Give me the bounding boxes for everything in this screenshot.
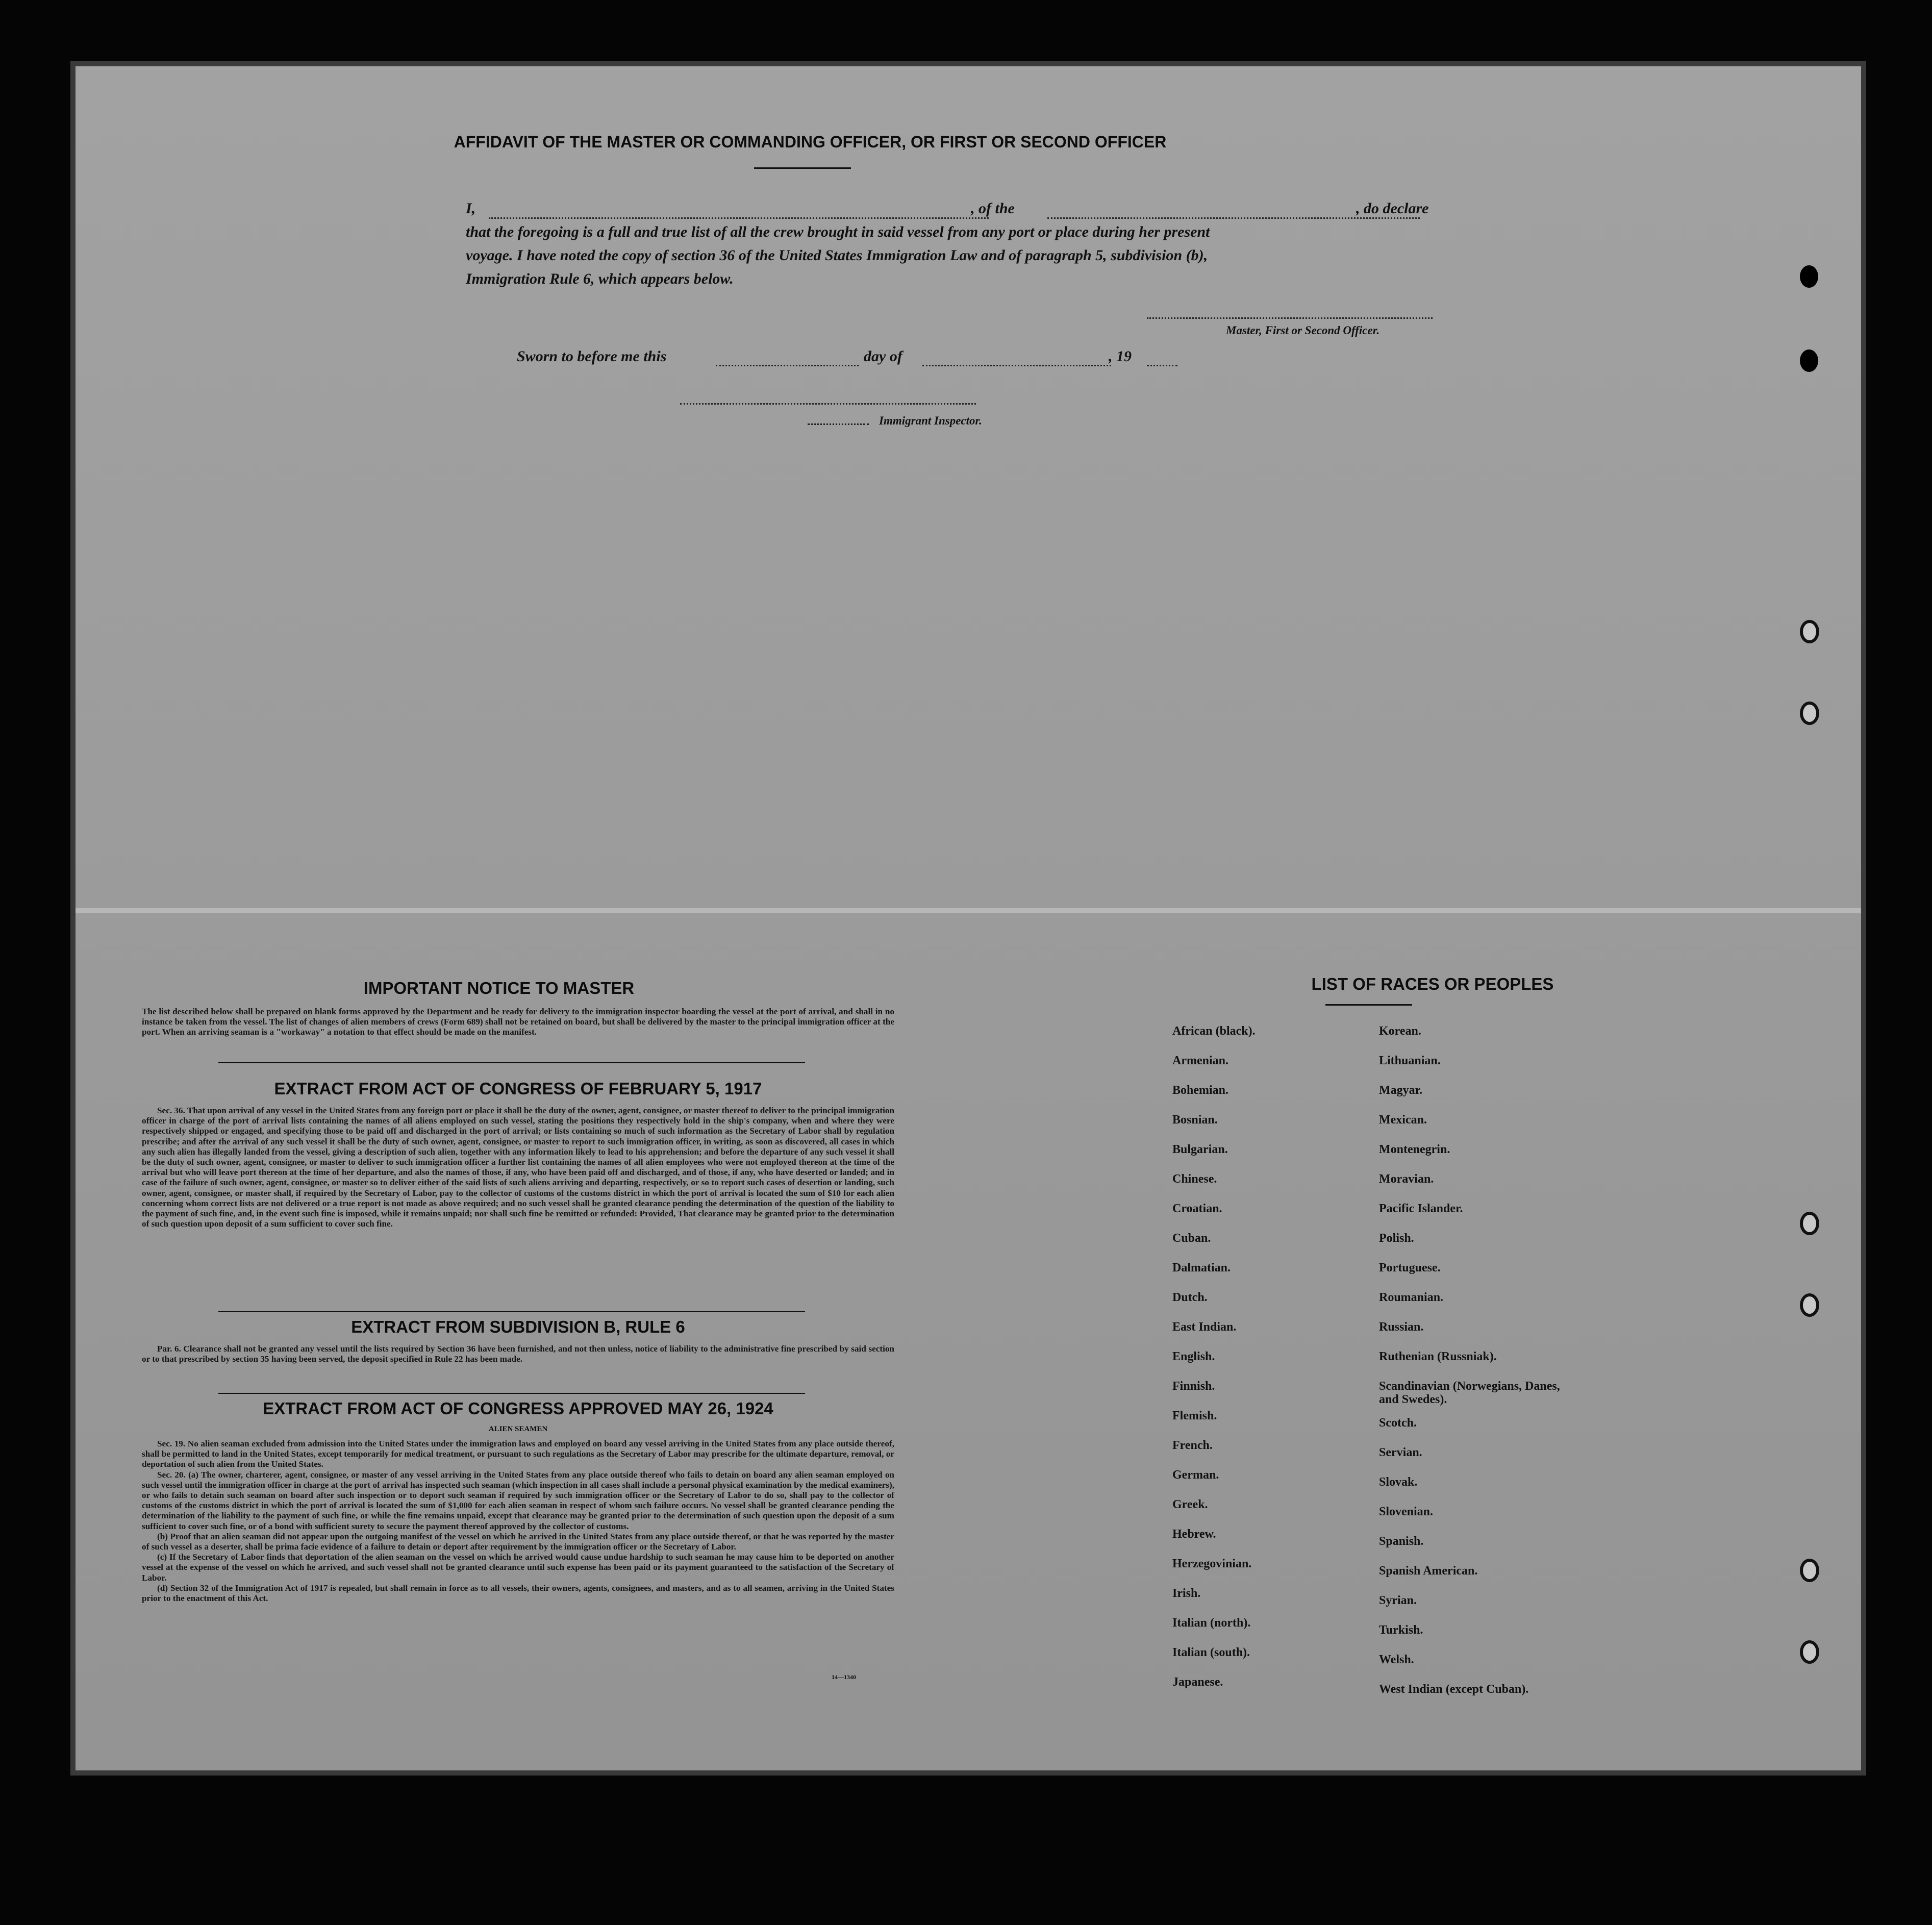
race-item: Scotch. [1379, 1416, 1417, 1430]
affidavit-declare: , do declare [1356, 200, 1429, 217]
race-item: Scandinavian (Norwegians, Danes, and Swedes). [1379, 1380, 1560, 1406]
race-item: Turkish. [1379, 1623, 1423, 1637]
extract-1924-subtitle: ALIEN SEAMEN [488, 1425, 548, 1433]
race-item: Japanese. [1172, 1676, 1223, 1689]
extract-1924-paragraph: Sec. 20. (a) The owner, charterer, agent, consignee, or master of any vessel arriving in the United States from any place outside thereof who fails to detain on board any alien seaman employed on such vessel until the immigration officer in charge at the port of arrival has inspected such seaman (which inspection in all cases shall include a personal physical examination by the medical examiners), or who fails to detain such seaman on board after such inspection or to deport such seaman if required by such immigration officer or the Secretary of Labor to do so, shall pay to the collector of customs of the customs district in which the port of arrival is located the sum of $1,000 for each alien seaman in respect of whom such failure occurs. No vessel shall be granted clearance pending the determination of the liability to the payment of such fine, or while the fine remains unpaid, except that clearance may be granted prior to the determination of such question upon the deposit of a sum sufficient to cover such fine, or of a bond with sufficient surety to secure the payment thereof approved by the collector of customs. [142, 1469, 894, 1531]
race-item: Pacific Islander. [1379, 1202, 1463, 1215]
extract-1917-paragraph: Sec. 36. That upon arrival of any vessel in the United States from any foreign port or place it shall be the duty of the owner, agent, consignee, or master thereof to deliver to the principal immigration officer in charge of the port of arrival lists containing the names of all aliens employed on such vessel, stating the positions they respectively hold in the ship's company, when and where they were respectively shipped or engaged, and specifying those to be paid off and discharged in the port of arrival; or lists containing so much of such information as the Secretary of Labor shall by regulation prescribe; and after the arrival of any such vessel it shall be the duty of such owner, agent, consignee, or master to report to such immigration officer, in writing, as soon as discovered, all cases in which any such alien has illegally landed from the vessel, giving a description of such alien, together with any information likely to lead to his apprehension; and before the departure of any such vessel it shall be the duty of such owner, agent, consignee, or master to deliver to such immigration officer a further list containing the names of all alien employees who were not employed thereon at the time of the arrival but who will leave port thereon at the time of her departure, and also the names of those, if any, who have been paid off and discharged, and of those, if any, who have deserted or landed; and in case of the failure of such owner, agent, consignee, or master so to deliver either of the said lists of such aliens arriving and departing, respectively, or so to report such cases of desertion or landing, such owner, agent, consignee, or master shall, if required by the Secretary of Labor, pay to the collector of customs of the customs district in which the port of arrival is located the sum of $10 for each alien concerning whom correct lists are not delivered or a true report is not made as above required; and no such vessel shall be granted clearance pending the determination of the question of the liability to the payment of such fine, and, in the event such fine is imposed, while it remains unpaid; nor shall such fine be remitted or refunded: Provided, That clearance may be granted prior to the determination of such question upon deposit of a sum sufficient to cover such fine. [142, 1106, 894, 1229]
races-right-column [1379, 1024, 1593, 1749]
race-item: Servian. [1379, 1446, 1422, 1459]
race-item: Finnish. [1172, 1380, 1215, 1393]
sworn-day-of: day of [864, 348, 902, 365]
inspector-short-blank [808, 423, 869, 425]
sworn-year-blank [1147, 365, 1177, 366]
race-item: Italian (south). [1172, 1646, 1250, 1659]
sworn-prefix: Sworn to before me this [517, 348, 667, 365]
race-item: Mexican. [1379, 1113, 1427, 1127]
punch-hole [1800, 1293, 1819, 1317]
race-item: Greek. [1172, 1498, 1208, 1511]
affidavit-i: I, [466, 200, 476, 217]
signature-blank [1147, 317, 1433, 319]
extract-1924-paragraph: Sec. 19. No alien seaman excluded from admission into the United States under the immigration laws and employed on board any vessel arriving in the United States from any place outside thereof, shall be permitted to land in the United States, except temporarily for medical treatment, or pursuant to such regulations as the Secretary of Labor may prescribe for the ultimate departure, removal, or deportation of such alien from the United States. [142, 1439, 894, 1469]
extract-rule6-paragraph: Par. 6. Clearance shall not be granted any vessel until the lists required by Section 36 have been furnished, and not then unless, notice of liability to the administrative fine prescribed by said section or to that prescribed by section 35 having been served, the deposit specified in Rule 22 has been made. [142, 1344, 894, 1364]
race-item: Roumanian. [1379, 1291, 1444, 1304]
extract-1917-text [142, 1106, 894, 1229]
extract-1917-title: EXTRACT FROM ACT OF CONGRESS OF FEBRUARY 5, 1917 [274, 1079, 762, 1098]
affidavit-of-the: , of the [971, 200, 1015, 217]
inspector-label: Immigrant Inspector. [879, 414, 982, 427]
race-item: Slovak. [1379, 1476, 1418, 1489]
race-item: Italian (north). [1172, 1616, 1251, 1630]
race-item: Chinese. [1172, 1172, 1217, 1186]
race-item: Herzegovinian. [1172, 1557, 1252, 1570]
extract-1924-title: EXTRACT FROM ACT OF CONGRESS APPROVED MAY 26, 1924 [263, 1399, 773, 1418]
race-item: Montenegrin. [1379, 1143, 1450, 1156]
race-item: Bohemian. [1172, 1084, 1229, 1097]
section-rule [218, 1311, 805, 1312]
extract-1924-text [142, 1439, 894, 1604]
notice-title: IMPORTANT NOTICE TO MASTER [363, 979, 635, 997]
race-item: West Indian (except Cuban). [1379, 1683, 1529, 1696]
punch-hole [1800, 702, 1819, 725]
extract-1924-paragraph: (d) Section 32 of the Immigration Act of 1917 is repealed, but shall remain in force as to all vessels, their owners, agents, consignees, and masters, and as to all seamen, arriving in the United States prior to the enactment of this Act. [142, 1583, 894, 1604]
race-item: Welsh. [1379, 1653, 1414, 1666]
race-item: Russian. [1379, 1320, 1424, 1334]
race-item: Portuguese. [1379, 1261, 1441, 1274]
races-title: LIST OF RACES OR PEOPLES [1311, 974, 1554, 993]
race-item: Dutch. [1172, 1291, 1208, 1304]
punch-hole [1800, 1559, 1819, 1582]
punch-hole [1800, 1640, 1819, 1664]
affidavit-line-4: Immigration Rule 6, which appears below. [466, 270, 734, 287]
race-item: Armenian. [1172, 1054, 1228, 1067]
race-item: Ruthenian (Russniak). [1379, 1350, 1497, 1363]
race-item: Slovenian. [1379, 1505, 1434, 1518]
race-item: English. [1172, 1350, 1215, 1363]
affidavit-line-3: voyage. I have noted the copy of section 36 of the United States Immigration Law and of paragraph 5, subdivision (b), [466, 247, 1208, 264]
extract-1924-paragraph: (c) If the Secretary of Labor finds that deportation of the alien seaman on the vessel on which he arrived would cause undue hardship to such seaman he may cause him to be deported on another vessel at the expense of the vessel on which he arrived, and such vessel shall not be granted clearance until such expense has been paid or its payment guaranteed to the satisfaction of the Secretary of Labor. [142, 1552, 894, 1583]
sworn-year: , 19 [1109, 348, 1132, 365]
punch-hole [1800, 620, 1819, 643]
race-item: African (black). [1172, 1024, 1256, 1038]
extract-rule6-text [142, 1344, 894, 1364]
punch-hole [1800, 349, 1818, 372]
name-blank [489, 217, 989, 219]
race-item: Syrian. [1379, 1594, 1417, 1607]
race-item: Korean. [1379, 1024, 1421, 1038]
race-item: East Indian. [1172, 1320, 1237, 1334]
extract-1924-paragraph: (b) Proof that an alien seaman did not appear upon the outgoing manifest of the vessel on which he arrived in the United States from any place outside thereof, or that he was reported by the master of such vessel as a deserter, shall be prima facie evidence of a failure to detain or deport after requirement by the immigration officer or the Secretary of Labor. [142, 1531, 894, 1552]
fold-crease [76, 908, 1861, 913]
race-item: Polish. [1379, 1232, 1414, 1245]
race-item: German. [1172, 1468, 1219, 1482]
affidavit-title: AFFIDAVIT OF THE MASTER OR COMMANDING OFFICER, OR FIRST OR SECOND OFFICER [454, 133, 1167, 151]
extract-rule6-title: EXTRACT FROM SUBDIVISION B, RULE 6 [351, 1317, 685, 1336]
affidavit-line-2: that the foregoing is a full and true list of all the crew brought in said vessel from any port or place during her present [466, 223, 1210, 240]
sworn-day-blank [716, 365, 859, 366]
race-item: Lithuanian. [1379, 1054, 1441, 1067]
section-rule [218, 1062, 805, 1063]
race-item: Magyar. [1379, 1084, 1423, 1097]
sworn-month-blank [922, 365, 1111, 366]
race-item: Bulgarian. [1172, 1143, 1228, 1156]
race-item: Flemish. [1172, 1409, 1217, 1422]
race-item: Spanish American. [1379, 1564, 1478, 1578]
document-sheet [76, 66, 1861, 1770]
signature-label: Master, First or Second Officer. [1226, 324, 1380, 337]
race-item: Croatian. [1172, 1202, 1222, 1215]
race-item: Bosnian. [1172, 1113, 1218, 1127]
inspector-signature-blank [680, 403, 976, 405]
section-rule [218, 1393, 805, 1394]
vessel-blank [1047, 217, 1420, 219]
form-code: 14—1340 [832, 1673, 856, 1681]
punch-hole [1800, 1212, 1819, 1235]
race-item: French. [1172, 1439, 1213, 1452]
notice-text: The list described below shall be prepared on blank forms approved by the Department and be ready for delivery to the immigration inspector boarding the vessel at the port of arrival, and shall in no instance be taken from the vessel. The list of changes of alien members of crews (Form 689) shall not be retained on board, but shall be delivered by the master to the principal immigration officer at the port. When an arriving seaman is a "workaway" a notation to that effect should be made on the manifest. [142, 1007, 894, 1037]
races-left-column [1172, 1024, 1371, 1749]
race-item: Moravian. [1379, 1172, 1434, 1186]
race-item: Cuban. [1172, 1232, 1211, 1245]
race-item: Irish. [1172, 1587, 1201, 1600]
race-item: Dalmatian. [1172, 1261, 1231, 1274]
races-title-rule [1325, 1004, 1412, 1006]
title-rule [754, 167, 851, 169]
race-item: Hebrew. [1172, 1528, 1216, 1541]
race-item: Spanish. [1379, 1535, 1424, 1548]
punch-hole [1800, 265, 1818, 288]
